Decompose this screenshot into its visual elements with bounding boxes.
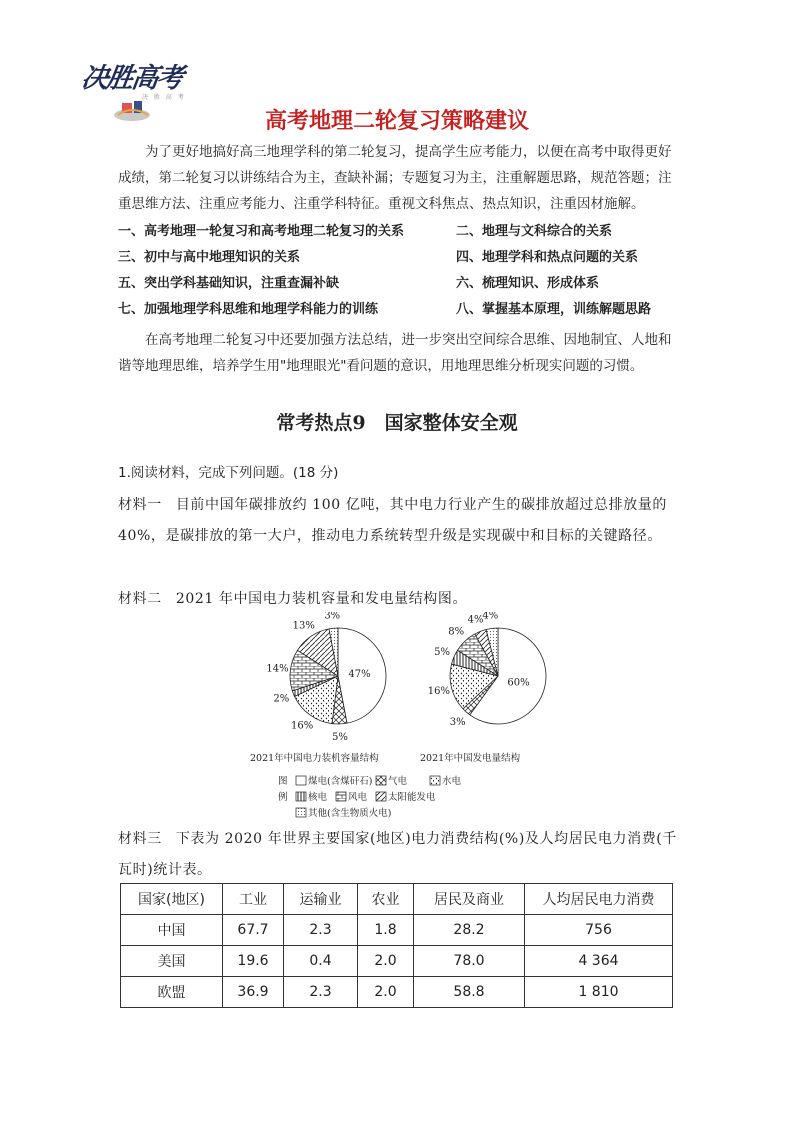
table-cell: 78.0 — [414, 946, 525, 977]
material-label: 材料一 — [118, 497, 162, 513]
legend-label: 其他(含生物质火电) — [308, 808, 392, 819]
pie-data-label: 4% — [482, 612, 499, 622]
material-label: 材料二 — [118, 591, 162, 607]
page-title: 高考地理二轮复习策略建议 — [264, 109, 529, 134]
outline-row — [118, 297, 683, 323]
material-two — [118, 584, 683, 615]
strategy-outline — [118, 219, 683, 323]
table-row — [121, 915, 673, 946]
table-header: 居民及商业 — [414, 884, 525, 915]
legend-label: 气电 — [388, 776, 408, 787]
table-cell: 欧盟 — [121, 977, 223, 1008]
section-title: 常考热点9 国家整体安全观 — [276, 412, 518, 434]
pie-data-label: 3% — [449, 716, 466, 728]
intro-paragraph: 为了更好地搞好高三地理学科的第二轮复习，提高学生应考能力，以便在高考中取得更好成绩，第二轮复习以讲练结合为主，查缺补漏；专题复习为主，注重解题思路，规范答题；注重思维方法、注重应考能力、注重学科特征。重视文科焦点、热点知识，注重因材施解。 — [118, 144, 672, 212]
table-header: 工业 — [223, 884, 284, 915]
outline-item: 五、突出学科基础知识，注重查漏补缺 — [118, 276, 340, 291]
pie-data-label: 16% — [427, 686, 451, 698]
pie-legend — [278, 775, 462, 819]
outline-row — [118, 245, 683, 271]
pie-installed-capacity — [266, 612, 386, 743]
table-cell: 1 810 — [525, 977, 673, 1008]
pie-caption-generation: 2021年中国发电量结构 — [420, 753, 521, 764]
outline-row — [118, 219, 683, 245]
outline-item: 七、加强地理学科思维和地理学科能力的训练 — [118, 302, 379, 317]
table-cell: 2.3 — [284, 977, 358, 1008]
table-row — [121, 977, 673, 1008]
legend-swatch-other — [296, 808, 306, 817]
table-cell: 19.6 — [223, 946, 284, 977]
table-cell: 2.0 — [358, 946, 414, 977]
logo-subtitle: 决 胜 高 考 — [142, 94, 186, 101]
table-cell: 36.9 — [223, 977, 284, 1008]
material-three — [118, 824, 683, 886]
pie-data-label: 47% — [348, 668, 371, 680]
outline-item: 三、初中与高中地理知识的关系 — [118, 250, 301, 265]
table-cell: 美国 — [121, 946, 223, 977]
legend-title-top: 图 — [278, 776, 288, 787]
legend-label: 煤电(含煤矸石) — [308, 776, 373, 787]
legend-swatch-nuclear — [296, 792, 306, 801]
table-cell: 2.0 — [358, 977, 414, 1008]
legend-title-bottom: 例 — [278, 792, 288, 803]
table-row — [121, 946, 673, 977]
power-structure-pie-charts — [240, 612, 560, 822]
table-header: 人均居民电力消费 — [525, 884, 673, 915]
outline-item: 一、高考地理一轮复习和高考地理二轮复习的关系 — [118, 224, 405, 239]
pie-data-label: 16% — [291, 720, 314, 732]
table-cell: 756 — [525, 915, 673, 946]
legend-label: 风电 — [348, 792, 368, 803]
material-one — [118, 490, 683, 552]
table-cell: 中国 — [121, 915, 223, 946]
legend-label: 水电 — [442, 776, 462, 787]
pie-data-label: 8% — [448, 626, 465, 638]
pie-data-label: 2% — [273, 693, 290, 705]
legend-swatch-coal — [296, 776, 306, 785]
pie-data-label: 13% — [292, 620, 315, 632]
pie-data-label: 60% — [507, 677, 530, 689]
table-cell: 2.3 — [284, 915, 358, 946]
table-cell: 28.2 — [414, 915, 525, 946]
legend-label: 太阳能发电 — [388, 792, 436, 803]
pie-data-label: 3% — [324, 612, 341, 622]
legend-swatch-gas — [376, 776, 386, 785]
legend-label: 核电 — [308, 792, 328, 803]
table-cell: 0.4 — [284, 946, 358, 977]
table-header: 农业 — [358, 884, 414, 915]
pie-data-label: 4% — [467, 614, 484, 626]
material-text: 下表为 2020 年世界主要国家(地区)电力消费结构(%)及人均居民电力消费(千瓦时)统计表。 — [118, 831, 677, 878]
outline-item: 四、地理学科和热点问题的关系 — [456, 250, 639, 265]
table-cell: 1.8 — [358, 915, 414, 946]
pie-data-label: 5% — [331, 731, 348, 743]
outline-item: 八、掌握基本原理，训练解题思路 — [456, 302, 652, 317]
material-text: 目前中国年碳排放约 100 亿吨，其中电力行业产生的碳排放超过总排放量的 40%，是碳排放的第一大户，推动电力系统转型升级是实现碳中和目标的关键路径。 — [118, 497, 668, 544]
outline-row — [118, 271, 683, 297]
logo-text: 决胜高考 — [79, 63, 184, 94]
closing-paragraph: 在高考地理二轮复习中还要加强方法总结，进一步突出空间综合思维、因地制宜、人地和谐等地理思维，培养学生用"地理眼光"看问题的意识，用地理思维分析现实问题的习惯。 — [118, 332, 672, 374]
pie-power-generation — [428, 612, 546, 728]
table-cell: 67.7 — [223, 915, 284, 946]
table-cell: 58.8 — [414, 977, 525, 1008]
outline-item: 六、梳理知识、形成体系 — [456, 276, 600, 291]
legend-swatch-wind — [336, 792, 346, 801]
pie-data-label: 5% — [434, 646, 450, 658]
pie-caption-capacity: 2021年中国电力装机容量结构 — [250, 753, 379, 764]
outline-item: 二、地理与文科综合的关系 — [456, 224, 613, 239]
material-text: 2021 年中国电力装机容量和发电量结构图。 — [175, 591, 468, 607]
table-header: 国家(地区) — [121, 884, 223, 915]
question-prompt: 1.阅读材料，完成下列问题。(18 分) — [118, 465, 339, 481]
legend-swatch-solar — [376, 792, 386, 801]
legend-swatch-hydro — [430, 776, 440, 785]
table-header: 运输业 — [284, 884, 358, 915]
electricity-consumption-table — [120, 883, 673, 1008]
pie-data-label: 14% — [266, 663, 289, 675]
material-label: 材料三 — [118, 831, 162, 847]
table-header-row — [121, 884, 673, 915]
table-cell: 4 364 — [525, 946, 673, 977]
